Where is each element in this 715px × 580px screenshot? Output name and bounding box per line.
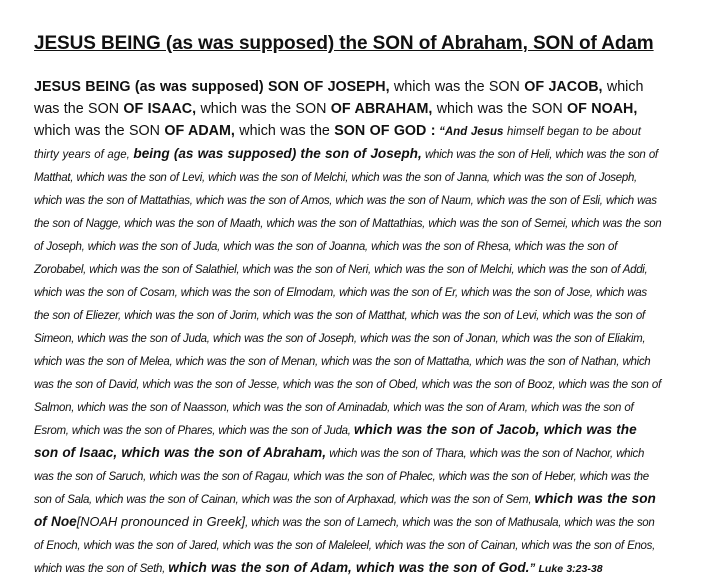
quote-text: himself began to be about thirty years of age, xyxy=(34,126,641,161)
body-text: which was the SON xyxy=(34,123,165,139)
body-emphasis: SON OF GOD : xyxy=(334,123,436,139)
body-emphasis: OF ABRAHAM, xyxy=(330,101,433,117)
quote-emphasis: And Jesus xyxy=(444,126,504,138)
genealogy-text: , which was the son of Lamech, which was the son of Mathusala, which was the son of Enoch, which was the son of Jared, which was the son of Maleleel, which was the son of Cainan, which was the son of Enos, which was the son of Seth, xyxy=(34,517,655,575)
body-emphasis: OF ADAM, xyxy=(164,123,235,139)
genealogy-text: which was the son of Heli, which was the son of Matthat, which was the son of Levi, which was the son of Melchi, which was the son of Janna, which was the son of Joseph, which was the son of Mattathias, which was the son of Amos, which was the son of Naum, which was the son of Esli, which was the son of Nagge, which was the son of Maath, which was the son of Mattathias, which was the son of Semei, which was the son of Joseph, which was the son of Juda, which was the son of Joanna, which was the son of Rhesa, which was the son of Zorobabel, which was the son of Salathiel, which was the son of Neri, which was the son of Melchi, which was the son of Addi, which was the son of Cosam, which was the son of Elmodam, which was the son of Er, which was the son of Jose, which was the son of Eliezer, which was the son of Jorim, which was the son of Matthat, which was the son of Levi, which was the son of Simeon, which was the son of Juda, which was the son of Joseph, which was the son of Jonan, which was the son of Eliakim, which was the son of Melea, which was the son of Menan, which was the son of Mattatha, which was the son of Nathan, which was the son of David, which was the son of Jesse, which was the son of Obed, which was the son of Booz, which was the son of Salmon, which was the son of Naasson, which was the son of Aminadab, which was the son of Aram, which was the son of Esrom, which was the son of Phares, which was the son of Juda, xyxy=(34,149,662,437)
body-emphasis: OF ISAAC, xyxy=(123,101,197,117)
scripture-quote xyxy=(34,126,661,575)
quote-close-mark: ” xyxy=(529,563,536,575)
quote-emphasis: which was the son of Adam, which was the son of God. xyxy=(168,560,530,575)
genealogy-text: which was the son of Thara, which was the son of Nachor, which was the son of Saruch, which was the son of Ragau, which was the son of Phalec, which was the son of Heber, which was the son of Sala, which was the son of Cainan, which was the son of Arphaxad, which was the son of Sem, xyxy=(34,448,649,506)
body-emphasis: OF NOAH, xyxy=(567,101,638,117)
body-paragraph xyxy=(34,76,662,580)
body-text: which was the SON xyxy=(34,79,644,117)
body-emphasis: OF JACOB, xyxy=(524,79,603,95)
body-text: which was the SON xyxy=(432,101,568,117)
quote-emphasis: which was the son of Noe xyxy=(34,491,656,529)
greek-note: [NOAH pronounced in Greek] xyxy=(76,514,246,529)
quote-emphasis: being (as was supposed) the son of Joseph, xyxy=(133,146,422,161)
quote-open-mark: “ xyxy=(435,126,445,138)
quote-emphasis: which was the son of Jacob, which was the son of Isaac, which was the son of Abraham, xyxy=(34,422,637,460)
body-text: which was the xyxy=(234,123,335,139)
lead-phrase: JESUS BEING (as was supposed) SON OF JOSEPH, xyxy=(34,79,390,95)
scripture-reference: Luke 3:23-38 xyxy=(535,563,603,575)
page-title: JESUS BEING (as was supposed) the SON of Abraham, SON of Adam xyxy=(34,33,654,54)
body-text: which was the SON xyxy=(196,101,331,117)
body-text: which was the SON xyxy=(389,79,525,95)
